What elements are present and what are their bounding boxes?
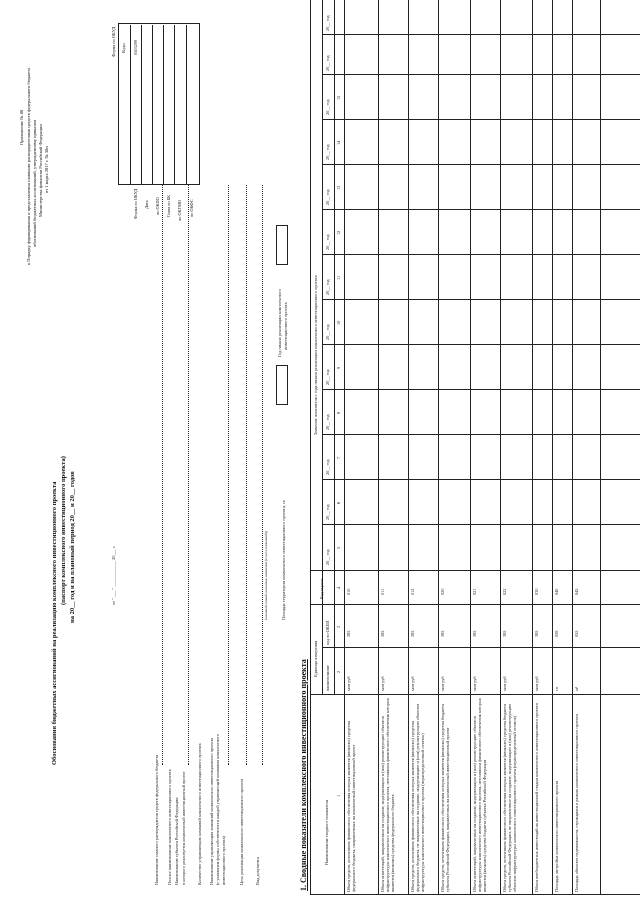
row-code: 022 [502,588,507,595]
form-label: Количество управляющих компаний комплексного инвестиционного проекта [197,743,202,885]
document-subtitle: (паспорт комплексного инвестиционного проекта) [60,456,67,605]
row-divider [552,0,553,895]
row-okei: 055 [574,630,579,637]
row-divider [408,0,409,895]
codes-row-label: по ОКПО [155,197,160,215]
row-indicator-name: Объем инвестиций, направленных на создание, модернизацию и (или) реконструкцию объектов инфраструктуры комплексного инвестиционного проекта, источником финансового обеспечения которых являются (являлись) средства бюджета субъекта Российской Федерации [472,698,488,892]
row-unit: млн руб [346,676,351,691]
row-okei: 385 [502,630,507,637]
codes-row-label: по ОКТМО [177,200,182,221]
row-divider [572,0,573,895]
row-divider [600,0,601,895]
row-code: 045 [574,588,579,595]
appendix-line: Министерства финансов Российской Федерации [38,124,43,217]
form-label: Наименование главного распорядителя средств федерального бюджета [154,754,159,885]
row-unit: млн руб [380,676,385,691]
form-label: Вид документа [255,857,260,885]
row-divider [532,0,533,895]
header-year: 20__ год [325,324,330,340]
col-number: 13 [336,185,341,190]
header-unit-okei: код по ОКЕИ [325,620,330,645]
header-year: 20__ год [325,234,330,250]
row-okei: 385 [380,630,385,637]
row-okei: 385 [346,630,351,637]
col-number: 15 [336,95,341,100]
row-unit: млн руб [472,676,477,691]
row-unit: млн руб [410,676,415,691]
form-label: в которого реализуется комплексный инвестиционный проект [181,771,186,885]
col-number: 14 [336,140,341,145]
note-text: (основной, новый, вносимые изменения (в части изменений)) [264,530,268,620]
row-unit: млн руб [502,676,507,691]
row-code: 010 [346,588,351,595]
row-okei: 385 [410,630,415,637]
row-code: 020 [440,588,445,595]
appendix-number: Приложение № 88 [19,109,24,145]
header-year: 20__ год [325,369,330,385]
territory-field[interactable] [276,365,288,405]
form-label: (с указанием формы собственности каждой управляющей компании комплексного [215,733,220,885]
col-number: 10 [336,320,341,325]
row-code: 012 [410,588,415,595]
section-title: 1. Сводные показатели комплексного инвестиционного проекта [299,659,308,891]
document-title: Обоснования бюджетных ассигнований на реализацию комплексного инвестиционного проекта [51,481,58,765]
col-number: 3 [336,625,341,628]
row-okei: 385 [440,630,445,637]
row-indicator-name: Объем внебюджетных инвестиций на инвестиционной стадии комплексного инвестиционного проекта [534,703,539,892]
header-unit-name: наименование [325,665,330,691]
row-unit: м² [574,686,579,691]
row-code: 030 [534,588,539,595]
col-number: 4 [336,586,341,589]
codes-okud-label: Форма по ОКУД [111,26,116,57]
row-indicator-name: Объем инвестиций, направленных на создание, модернизацию и (или) реконструкцию объектов инфраструктуры комплексного инвестиционного проекта, источником финансового обеспечения которых являются (являлись) средства федерального бюджета [380,698,396,892]
codes-row-label: Дата [144,200,149,209]
row-okei: 385 [534,630,539,637]
year-field[interactable] [276,225,288,265]
row-code: 011 [380,588,385,595]
row-okei: 059 [554,630,559,637]
row-divider [470,0,471,895]
header-year: 20__ год [325,414,330,430]
year-label: Год начала реализации комплексного [277,289,282,357]
row-indicator-name: Площадь застройки комплексного инвестиционного проекта [554,780,559,892]
form-label: Наименование управляющих компаний комплексного инвестиционного проекта [209,737,214,885]
col-number: 8 [336,411,341,414]
row-divider [378,0,379,895]
header-year: 20__ год [325,459,330,475]
row-code: 021 [472,588,477,595]
appendix-line: к Порядку формирования и представления главными распорядителями средств федерального бюджета [26,67,31,265]
header-unit: Единица измерения [313,640,318,677]
header-year: 20__ год [325,279,330,295]
codes-header: Коды [121,43,126,53]
codes-row-label: Глава по БК [166,194,171,217]
header-year: 20__ год [325,15,330,31]
header-indicator: Наименование сводного показателя [324,799,329,865]
row-okei: 385 [472,630,477,637]
row-indicator-name: Объем средств, источником финансового обеспечения которых являются (являлись) средства бюджета субъекта Российской Федерации, не направленные на создание, модернизацию и (или) реконструкцию объектов инфраструктуры комплексного инвестиционного проекта (нераспределенный остаток) [502,703,518,892]
header-year: 20__ год [325,144,330,160]
header-values: Значение показателя с года начала реализации комплексного инвестиционного проекта [313,275,318,435]
row-indicator-name: Объем средств, источником финансового обеспечения которых являются (являлись) средства федерального бюджета, не направленные на создание, модернизацию и (или) реконструкцию объектов инфраструктуры комплексного инвестиционного проекта (нераспределенный остаток) [410,703,426,892]
header-year: 20__ год [325,549,330,565]
form-label: Цель реализации комплексного инвестиционного проекта [239,779,244,885]
year-label: инвестиционного проекта [283,302,288,350]
form-label: Полное наименование комплексного инвестиционного проекта [167,769,172,885]
document-period: на 20__ год и на плановый период 20__ и 20__ годов [69,471,76,623]
col-number: 7 [336,456,341,459]
codes-row-label: Форма по ОКУД [133,188,138,219]
header-year: 20__ год [325,99,330,115]
appendix-line: обоснований бюджетных ассигнований, утвержденному приказом [32,119,37,247]
row-divider [500,0,501,895]
row-divider [438,0,439,895]
col-number: 9 [336,366,341,369]
header-line-code: Код строки [319,578,324,599]
col-number: 11 [336,275,341,280]
header-year: 20__ год [325,55,330,71]
row-unit: га [554,687,559,691]
header-year: 20__ год [325,189,330,205]
row-indicator-name: Объем средств, источником финансового обеспечения которых являются (являлись) средства бюджета субъекта Российской Федерации, направленных на комплексный инвестиционный проект [440,704,451,892]
form-label: Наименование субъекта Российской Федерации [174,797,179,885]
row-indicator-name: Объем средств, источником финансового обеспечения которых являются (являлись) средства федерального бюджета, направленных на комплексный инвестиционный проект [346,721,357,892]
date-line: от " ___ " ____________ 20___ г. [111,545,116,605]
col-number: 12 [336,230,341,235]
row-unit: млн руб [534,676,539,691]
row-code: 040 [554,588,559,595]
col-number: 1 [336,794,341,797]
form-label: инвестиционного проекта) [221,836,226,885]
okud-code: 0505299 [133,39,138,55]
col-number: 5 [336,546,341,549]
row-unit: млн руб [440,676,445,691]
col-number: 6 [336,501,341,504]
codes-row-label: по ОКФС [189,199,194,217]
appendix-line: от 1 марта 2017 г. № 38н [44,146,49,193]
header-year: 20__ год [325,504,330,520]
row-indicator-name: Площадь объектов недвижимости, строящихся в рамках комплексного инвестиционного проекта [574,714,579,892]
col-number: 2 [336,670,341,673]
territory-label: Площадь территории комплексного инвестиционного проекта, га [281,500,286,620]
